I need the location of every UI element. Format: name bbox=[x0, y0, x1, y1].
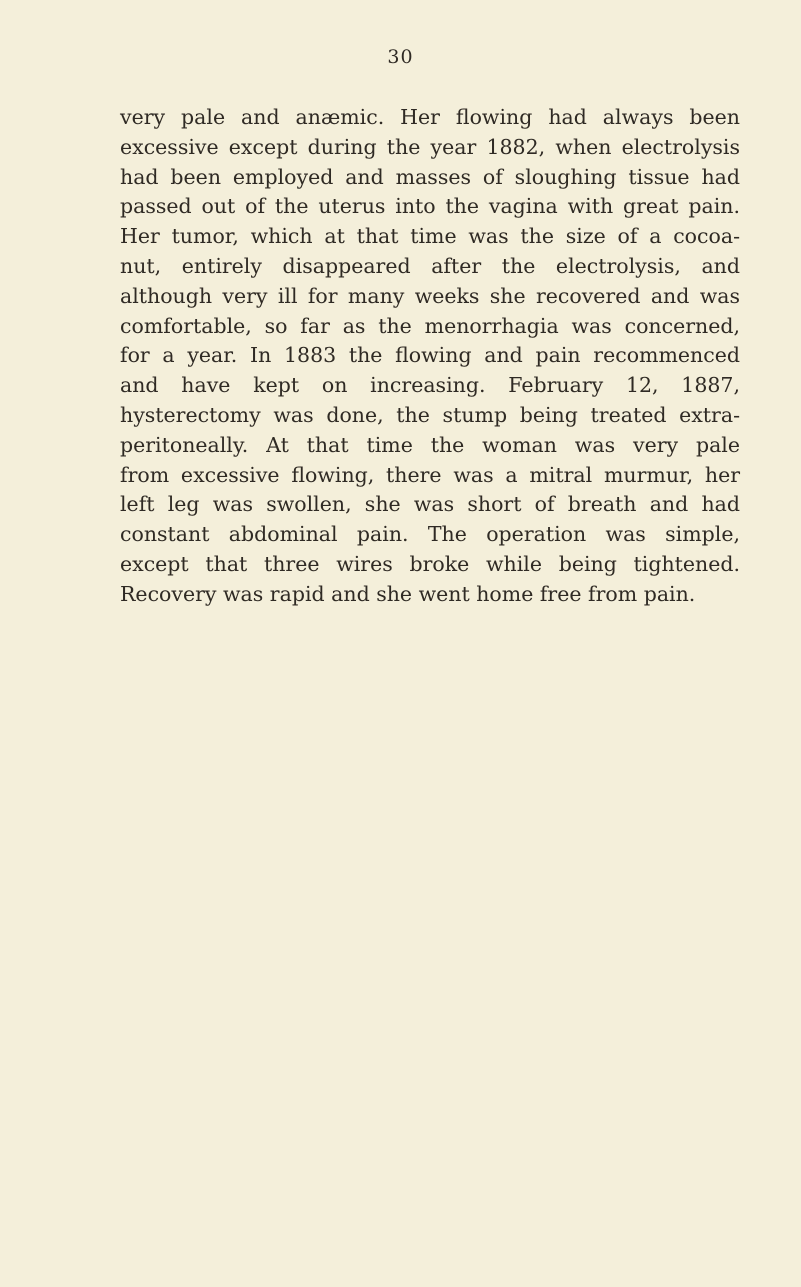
text-line: except that three wires broke while being tightened. bbox=[120, 551, 740, 576]
text-line: very pale and anæmic. Her flowing had always been bbox=[120, 105, 740, 129]
text-line: for a year. In 1883 the flowing and pain recommenced bbox=[120, 343, 740, 368]
text-line: constant abdominal pain. The operation was simple, bbox=[120, 522, 740, 547]
text-line: Recovery was rapid and she went home free from pain. bbox=[120, 581, 696, 606]
text-line: Her tumor, which at that time was the size of a cocoa- bbox=[120, 224, 740, 249]
text-line: from excessive flowing, there was a mitral murmur, her bbox=[120, 462, 740, 487]
text-line: peritoneally. At that time the woman was very pale bbox=[120, 432, 740, 457]
text-line: passed out of the uterus into the vagina with great pain. bbox=[120, 194, 740, 219]
page-number: 30 bbox=[387, 46, 414, 68]
text-line: left leg was swollen, she was short of breath and had bbox=[120, 492, 740, 517]
text-line: had been employed and masses of sloughing tissue had bbox=[120, 164, 740, 189]
body-paragraph bbox=[120, 103, 740, 610]
text-line: comfortable, so far as the menorrhagia was concerned, bbox=[120, 313, 740, 338]
text-line: although very ill for many weeks she recovered and was bbox=[120, 283, 740, 308]
text-line: hysterectomy was done, the stump being treated extra- bbox=[120, 402, 740, 427]
text-line: nut, entirely disappeared after the electrolysis, and bbox=[120, 253, 740, 278]
text-line: excessive except during the year 1882, when electrolysis bbox=[120, 134, 740, 159]
text-line: and have kept on increasing. February 12, 1887, bbox=[120, 373, 740, 398]
